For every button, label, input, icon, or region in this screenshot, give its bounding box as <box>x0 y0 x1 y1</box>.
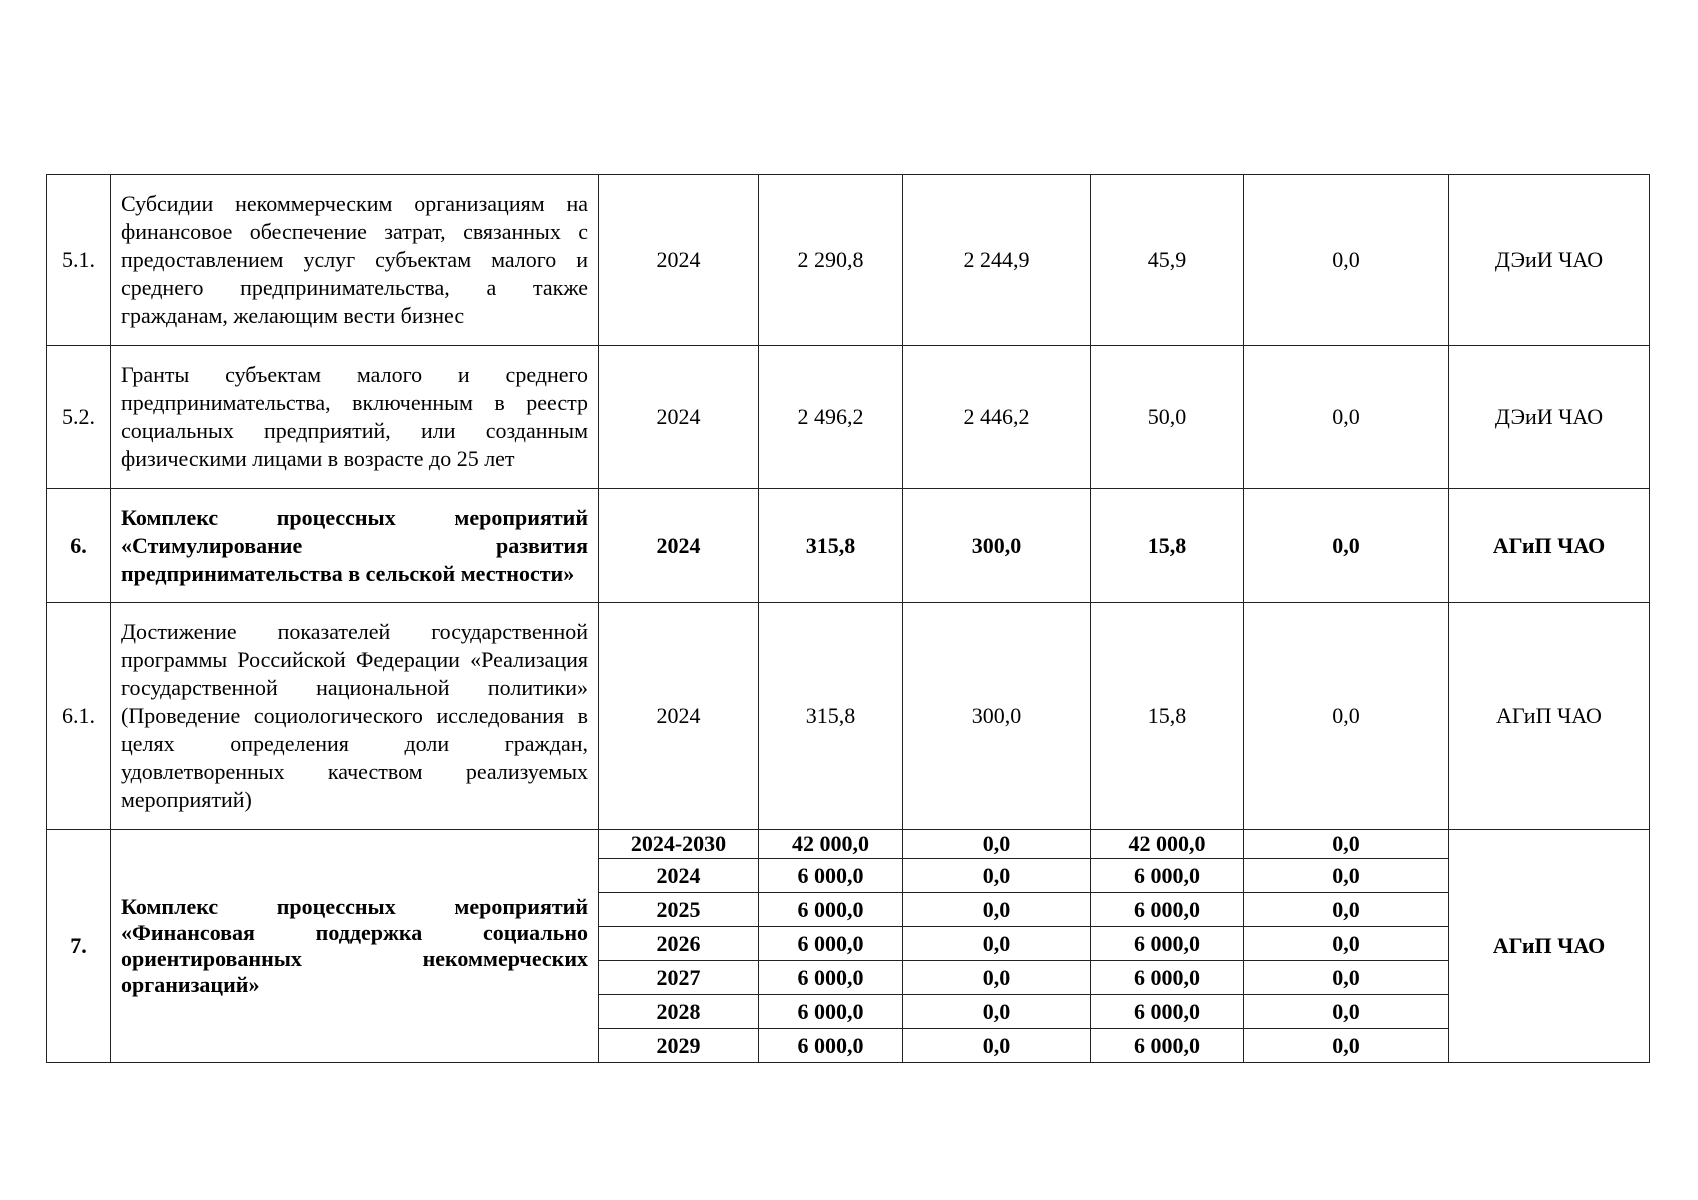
subrow-col3: 0,0 <box>1244 961 1449 995</box>
subrow-col1: 0,0 <box>903 830 1091 859</box>
row-description: Комплекс процессных мероприятий «Финансовая поддержка социально ориентированных некоммерческих организаций» <box>111 830 599 1063</box>
subrow-total: 6 000,0 <box>759 995 903 1029</box>
subrow-col3: 0,0 <box>1244 830 1449 859</box>
subrow-year: 2026 <box>599 927 759 961</box>
subrow-total: 42 000,0 <box>759 830 903 859</box>
budget-table <box>46 174 1650 1063</box>
row-col2: 15,8 <box>1091 603 1244 830</box>
row-total: 315,8 <box>759 489 903 603</box>
table-row <box>47 489 1650 603</box>
row-executor: АГиП ЧАО <box>1449 830 1650 1063</box>
subrow-col1: 0,0 <box>903 893 1091 927</box>
row-col1: 2 446,2 <box>903 346 1091 489</box>
table-row <box>47 603 1650 830</box>
table-row <box>47 175 1650 346</box>
row-executor: ДЭиИ ЧАО <box>1449 346 1650 489</box>
subrow-year: 2029 <box>599 1029 759 1063</box>
subrow-col2: 6 000,0 <box>1091 995 1244 1029</box>
subrow-col2: 6 000,0 <box>1091 1029 1244 1063</box>
subrow-year: 2025 <box>599 893 759 927</box>
subrow-col2: 6 000,0 <box>1091 927 1244 961</box>
row-total: 2 290,8 <box>759 175 903 346</box>
row-year: 2024 <box>599 346 759 489</box>
subrow-col2: 42 000,0 <box>1091 830 1244 859</box>
row-number: 6.1. <box>47 603 111 830</box>
subrow-col2: 6 000,0 <box>1091 859 1244 893</box>
row-total: 315,8 <box>759 603 903 830</box>
row-col3: 0,0 <box>1244 489 1449 603</box>
row-executor: АГиП ЧАО <box>1449 489 1650 603</box>
subrow-col3: 0,0 <box>1244 995 1449 1029</box>
subrow-total: 6 000,0 <box>759 927 903 961</box>
subrow-year: 2028 <box>599 995 759 1029</box>
row-year: 2024 <box>599 175 759 346</box>
subrow-total: 6 000,0 <box>759 961 903 995</box>
table-row <box>47 346 1650 489</box>
row-col3: 0,0 <box>1244 346 1449 489</box>
row-executor: ДЭиИ ЧАО <box>1449 175 1650 346</box>
subrow-col3: 0,0 <box>1244 1029 1449 1063</box>
row-col1: 2 244,9 <box>903 175 1091 346</box>
row-description: Субсидии некоммерческим организациям на финансовое обеспечение затрат, связанных с предоставлением услуг субъектам малого и среднего предпринимательства, а также гражданам, желающим вести бизнес <box>111 175 599 346</box>
subrow-col1: 0,0 <box>903 995 1091 1029</box>
row-col2: 45,9 <box>1091 175 1244 346</box>
row-executor: АГиП ЧАО <box>1449 603 1650 830</box>
subrow-col3: 0,0 <box>1244 859 1449 893</box>
subrow-total: 6 000,0 <box>759 859 903 893</box>
row-col3: 0,0 <box>1244 603 1449 830</box>
subrow-year: 2024 <box>599 859 759 893</box>
subrow-col2: 6 000,0 <box>1091 893 1244 927</box>
row-col2: 15,8 <box>1091 489 1244 603</box>
row-number: 7. <box>47 830 111 1063</box>
row-number: 5.2. <box>47 346 111 489</box>
subrow-col3: 0,0 <box>1244 893 1449 927</box>
row-col1: 300,0 <box>903 603 1091 830</box>
row-description: Гранты субъектам малого и среднего предпринимательства, включенным в реестр социальных предприятий, или созданным физическими лицами в возрасте до 25 лет <box>111 346 599 489</box>
row-description: Комплекс процессных мероприятий «Стимулирование развития предпринимательства в сельской местности» <box>111 489 599 603</box>
row-col1: 300,0 <box>903 489 1091 603</box>
row-col2: 50,0 <box>1091 346 1244 489</box>
subrow-col2: 6 000,0 <box>1091 961 1244 995</box>
subrow-col1: 0,0 <box>903 1029 1091 1063</box>
row-number: 5.1. <box>47 175 111 346</box>
subrow-year: 2024-2030 <box>599 830 759 859</box>
table-row <box>47 830 1650 859</box>
subrow-col1: 0,0 <box>903 927 1091 961</box>
subrow-year: 2027 <box>599 961 759 995</box>
row-description: Достижение показателей государственной программы Российской Федерации «Реализация государственной национальной политики» (Проведение социологического исследования в целях определения доли граждан, удовлетворенных качеством реализуемых мероприятий) <box>111 603 599 830</box>
subrow-col1: 0,0 <box>903 859 1091 893</box>
subrow-col3: 0,0 <box>1244 927 1449 961</box>
subrow-total: 6 000,0 <box>759 893 903 927</box>
row-year: 2024 <box>599 489 759 603</box>
row-year: 2024 <box>599 603 759 830</box>
subrow-total: 6 000,0 <box>759 1029 903 1063</box>
row-number: 6. <box>47 489 111 603</box>
row-total: 2 496,2 <box>759 346 903 489</box>
row-col3: 0,0 <box>1244 175 1449 346</box>
subrow-col1: 0,0 <box>903 961 1091 995</box>
